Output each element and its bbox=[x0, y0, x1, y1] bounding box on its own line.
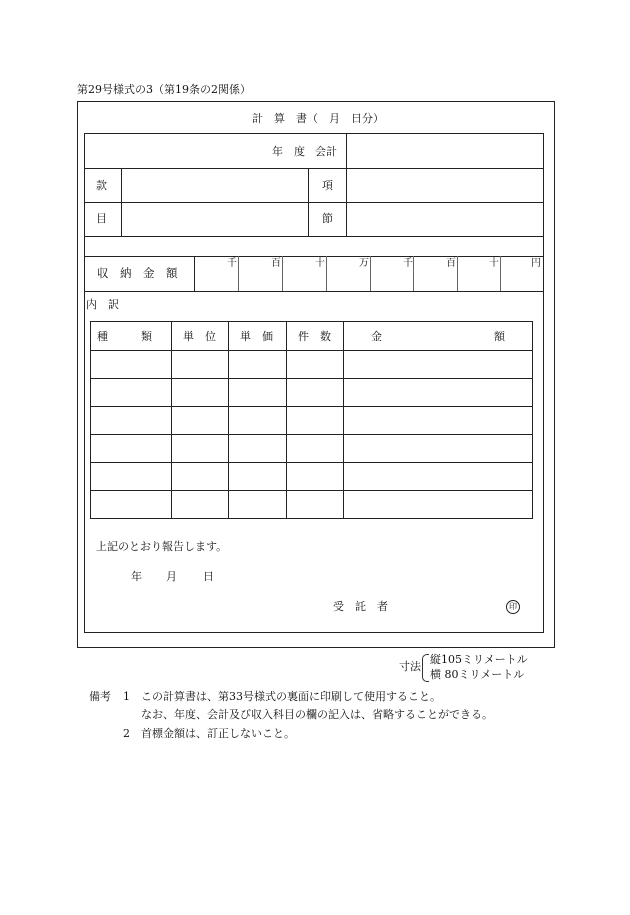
breakdown-label: 内 訳 bbox=[86, 298, 119, 311]
table-row-line bbox=[90, 462, 533, 463]
note-text: この計算書は、第33号様式の裏面に印刷して使用すること。 bbox=[141, 690, 441, 703]
kou-label: 項 bbox=[322, 179, 333, 192]
note-text: なお、年度、会計及び収入科目の欄の記入は、省略することができる。 bbox=[141, 708, 493, 721]
moku-label: 目 bbox=[96, 212, 107, 225]
dimension-vertical: 縦105ミリメートル bbox=[430, 653, 528, 666]
table-row-line bbox=[90, 434, 533, 435]
digit-separator bbox=[413, 256, 414, 291]
digit-separator bbox=[282, 256, 283, 291]
report-text: 上記のとおり報告します。 bbox=[96, 540, 228, 553]
column-line bbox=[194, 256, 195, 291]
table-row-line bbox=[90, 350, 533, 351]
divider-line bbox=[84, 168, 544, 169]
divider-line bbox=[84, 291, 544, 292]
note-number: 2 bbox=[123, 727, 130, 740]
seal-mark: 印 bbox=[506, 600, 520, 614]
dimensions-label: 寸法 bbox=[399, 660, 421, 673]
divider-line bbox=[84, 202, 544, 203]
receipt-amount-label: 収 納 金 額 bbox=[97, 266, 178, 280]
digit-unit: 千 bbox=[227, 258, 237, 269]
dimension-horizontal: 横 80ミリメートル bbox=[430, 668, 525, 681]
digit-separator bbox=[370, 256, 371, 291]
digit-unit: 百 bbox=[271, 258, 281, 269]
digit-separator bbox=[326, 256, 327, 291]
fiscal-year-label: 年 度 bbox=[272, 145, 305, 158]
table-row-line bbox=[90, 406, 533, 407]
digit-unit: 十 bbox=[315, 258, 325, 269]
column-line bbox=[346, 133, 347, 236]
header-unit-price: 単 価 bbox=[240, 330, 273, 343]
signer-label: 受 託 者 bbox=[333, 600, 388, 613]
header-amount-left: 金 bbox=[371, 330, 382, 343]
header-amount-right: 額 bbox=[494, 330, 505, 343]
column-line bbox=[308, 168, 309, 236]
setsu-label: 節 bbox=[322, 212, 333, 225]
note-text: 首標金額は、訂正しないこと。 bbox=[141, 727, 295, 740]
note-number: 1 bbox=[123, 690, 130, 703]
header-unit: 単 位 bbox=[183, 330, 216, 343]
account-label: 会計 bbox=[315, 145, 337, 158]
kan-label: 款 bbox=[96, 179, 107, 192]
date-year: 年 bbox=[131, 570, 142, 583]
form-title: 計 算 書（ 月 日分） bbox=[252, 112, 384, 125]
header-type: 種 類 bbox=[97, 330, 152, 343]
digit-unit: 万 bbox=[359, 258, 369, 269]
notes-label: 備考 bbox=[89, 690, 111, 703]
date-month: 月 bbox=[166, 570, 177, 583]
digit-separator bbox=[500, 256, 501, 291]
divider-line bbox=[84, 256, 544, 257]
brace-icon bbox=[422, 654, 429, 682]
divider-line bbox=[84, 236, 544, 237]
column-line bbox=[121, 168, 122, 236]
header-count: 件 数 bbox=[298, 330, 331, 343]
table-row-line bbox=[90, 490, 533, 491]
digit-unit: 十 bbox=[489, 258, 499, 269]
digit-separator bbox=[238, 256, 239, 291]
date-day: 日 bbox=[203, 570, 214, 583]
digit-separator bbox=[457, 256, 458, 291]
form-label: 第29号様式の3（第19条の2関係） bbox=[77, 83, 251, 96]
digit-unit: 百 bbox=[446, 258, 456, 269]
digit-unit: 千 bbox=[403, 258, 413, 269]
digit-unit: 円 bbox=[531, 258, 541, 269]
table-row-line bbox=[90, 378, 533, 379]
